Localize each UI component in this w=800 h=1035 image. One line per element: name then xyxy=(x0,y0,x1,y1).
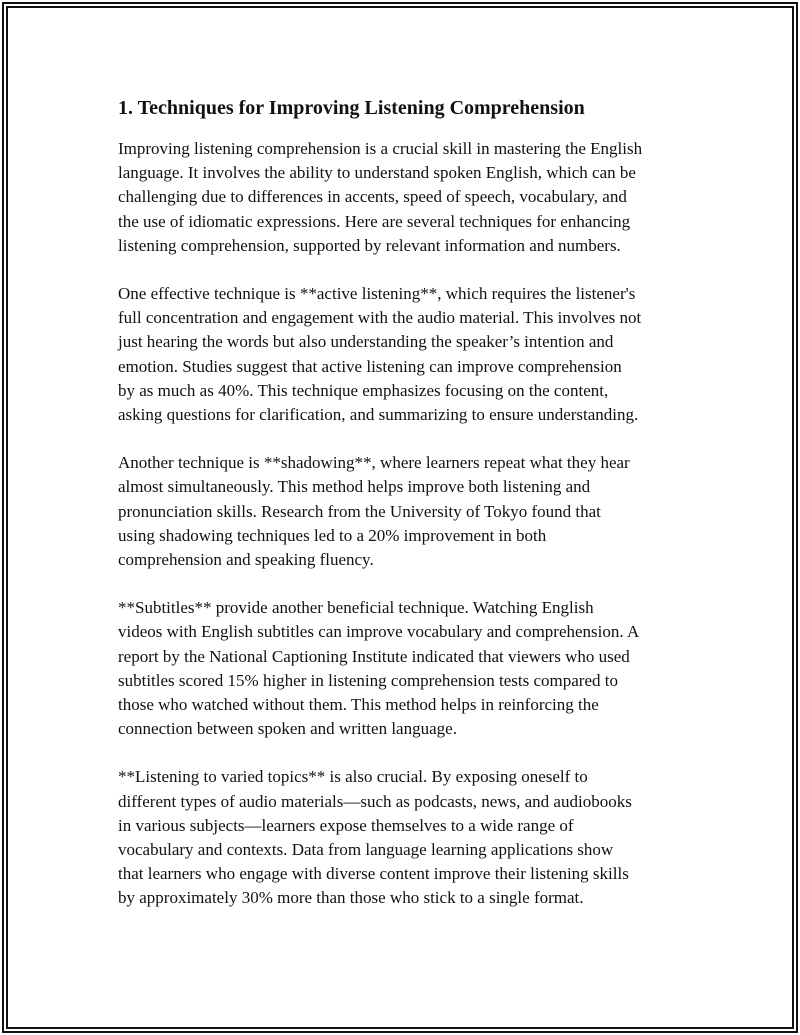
paragraph-intro: Improving listening comprehension is a crucial skill in mastering the English language. It involves the ability to understand spoken English, which can be challenging due to differences in accents, speed of speech, vocabulary, and the use of idiomatic expressions. Here are several techniques for enhancing listening comprehension, supported by relevant information and numbers. xyxy=(118,139,643,255)
paragraph-shadowing: Another technique is **shadowing**, where learners repeat what they hear almost simultaneously. This method helps improve both listening and pronunciation skills. Research from the University of Tokyo found that using shadowing techniques led to a 20% improvement in both comprehension and speaking fluency. xyxy=(118,453,630,570)
paragraph-active-listening: One effective technique is **active listening**, which requires the listener's full concentration and engagement with the audio material. This involves not just hearing the words but also understanding the speaker’s intention and emotion. Studies suggest that active listening can improve comprehension by as much as 40%. This technique emphasizes focusing on the content, asking questions for clarification, and summarizing to ensure understanding. xyxy=(118,284,642,425)
paragraph-varied-topics: **Listening to varied topics** is also crucial. By exposing oneself to different types of audio materials—such as podcasts, news, and audiobooks in various subjects—learners expose themselves to a wide range of vocabulary and contexts. Data from language learning applications show that learners who engage with diverse content improve their listening skills by approximately 30% more than those who stick to a single format. xyxy=(118,767,632,908)
section-title: 1. Techniques for Improving Listening Comprehension xyxy=(118,97,585,119)
document-body xyxy=(118,95,698,935)
paragraph-subtitles: **Subtitles** provide another beneficial technique. Watching English videos with English subtitles can improve vocabulary and comprehension. A report by the National Captioning Institute indicated that viewers who used subtitles scored 15% higher in listening comprehension tests compared to those who watched without them. This method helps in reinforcing the connection between spoken and written language. xyxy=(118,598,640,739)
